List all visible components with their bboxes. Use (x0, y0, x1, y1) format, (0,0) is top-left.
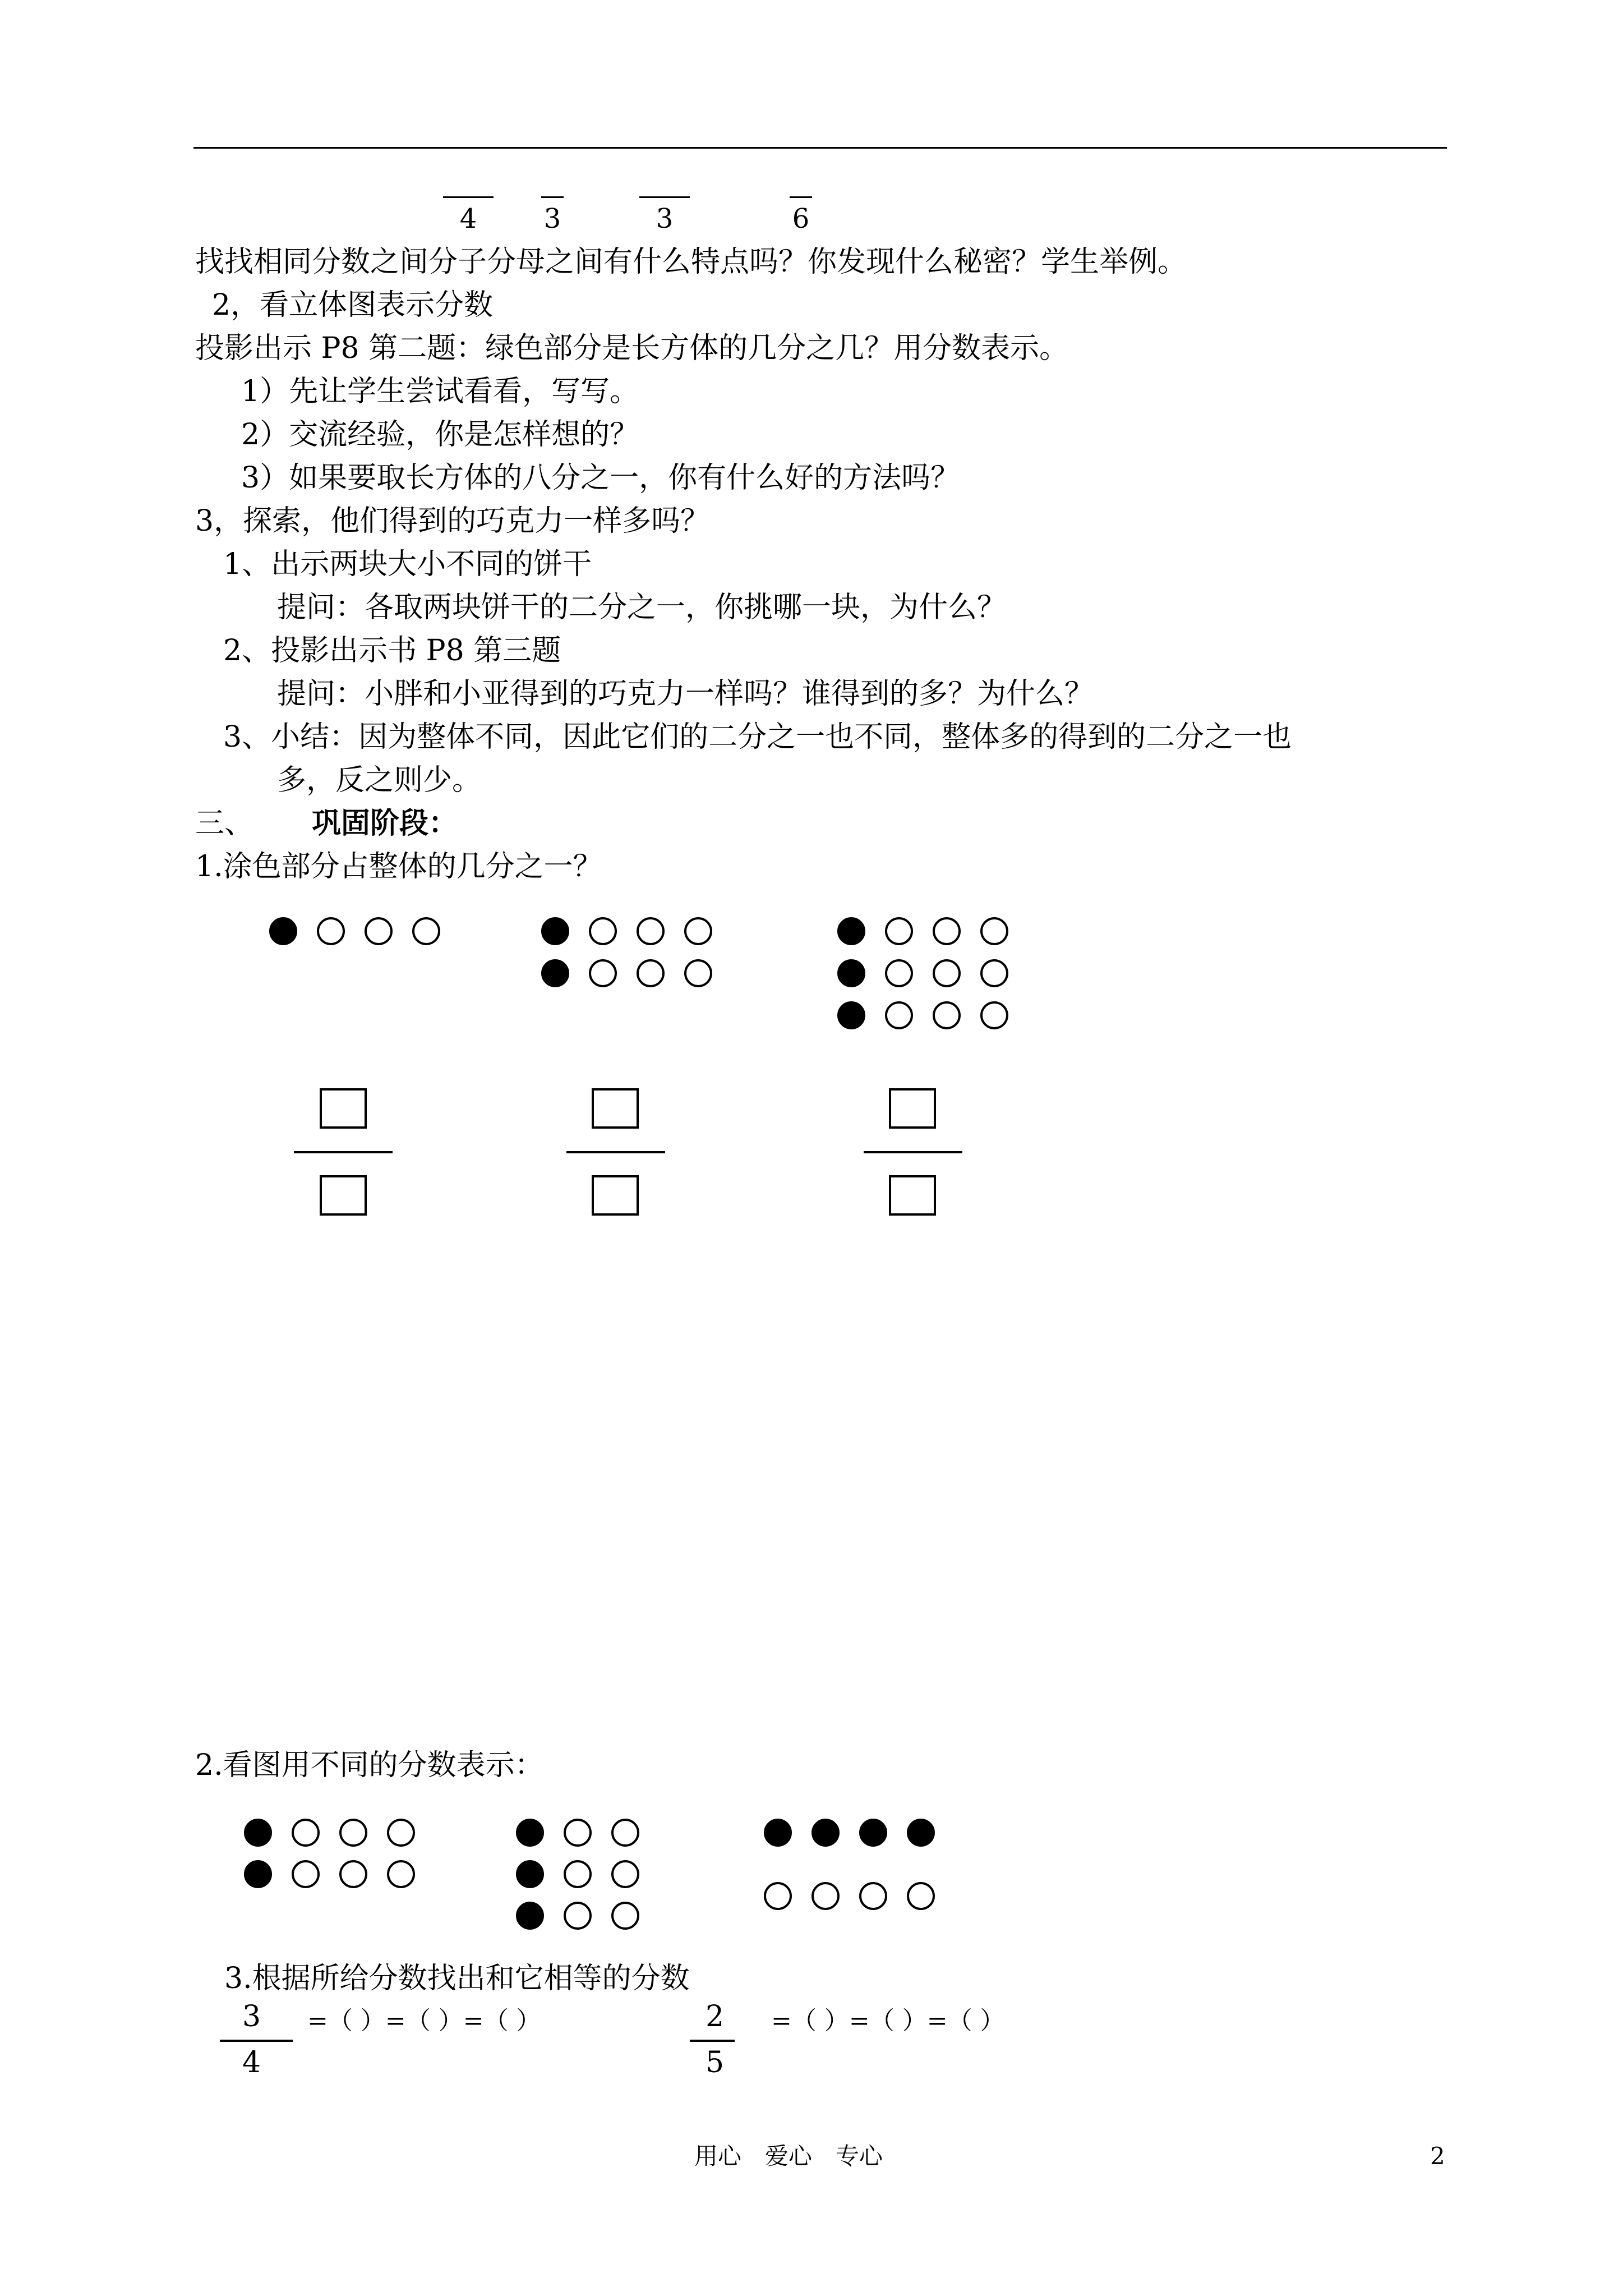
empty-circle (589, 959, 617, 987)
filled-circle (907, 1819, 935, 1847)
paragraph-line: 提问：小胖和小亚得到的巧克力一样吗？谁得到的多？为什么？ (277, 677, 1094, 711)
empty-circle (339, 1819, 367, 1847)
filled-circle (837, 1001, 865, 1029)
equation-blanks[interactable]: =（ ）=（ ）=（ ） (307, 2007, 541, 2035)
question-2: 2.看图用不同的分数表示： (195, 1749, 544, 1782)
filled-circle (516, 1860, 544, 1888)
equation-blanks[interactable]: =（ ）=（ ）=（ ） (771, 2007, 1005, 2035)
paragraph-line: 找找相同分数之间分子分母之间有什么特点吗？你发现什么秘密？学生举例。 (195, 245, 1187, 279)
fraction-denominator: 3 (656, 203, 674, 234)
denominator-box[interactable] (889, 1175, 936, 1216)
fraction-bar (639, 196, 690, 198)
header-rule (193, 147, 1447, 149)
paragraph-line: 2）交流经验，你是怎样想的？ (241, 418, 639, 452)
empty-circle (611, 1819, 639, 1847)
empty-circle (980, 1001, 1008, 1029)
fraction-bar (790, 196, 812, 198)
fraction-bar (690, 2040, 735, 2042)
fraction-bar (541, 196, 564, 198)
fraction-bar (864, 1151, 962, 1153)
empty-circle (933, 959, 961, 987)
empty-circle (589, 917, 617, 945)
empty-circle (564, 1819, 592, 1847)
filled-circle (244, 1860, 272, 1888)
empty-circle (292, 1819, 320, 1847)
filled-circle (244, 1819, 272, 1847)
filled-circle (541, 959, 569, 987)
filled-circle (837, 917, 865, 945)
fraction-numerator: 3 (242, 2000, 261, 2033)
fraction-bar (294, 1151, 393, 1153)
empty-circle (684, 917, 712, 945)
filled-circle (541, 917, 569, 945)
empty-circle (637, 917, 665, 945)
empty-circle (387, 1860, 415, 1888)
paragraph-line: 3）如果要取长方体的八分之一，你有什么好的方法吗？ (241, 461, 960, 495)
empty-circle (387, 1819, 415, 1847)
filled-circle (859, 1819, 887, 1847)
denominator-box[interactable] (320, 1175, 367, 1216)
paragraph-line: 2、投影出示书 P8 第三题 (223, 634, 561, 668)
footer-motto: 用心 爱心 专心 (694, 2142, 883, 2170)
paragraph-line: 2，看立体图表示分数 (212, 288, 494, 322)
empty-circle (611, 1902, 639, 1930)
filled-circle (837, 959, 865, 987)
filled-circle (269, 917, 297, 945)
empty-circle (885, 959, 913, 987)
fraction-denominator: 5 (706, 2046, 725, 2079)
empty-circle (684, 959, 712, 987)
fraction-numerator: 2 (706, 2000, 725, 2033)
paragraph-line: 1、出示两块大小不同的饼干 (223, 547, 592, 581)
fraction-denominator: 4 (459, 203, 477, 234)
filled-circle (516, 1902, 544, 1930)
empty-circle (933, 1001, 961, 1029)
empty-circle (637, 959, 665, 987)
empty-circle (980, 959, 1008, 987)
filled-circle (811, 1819, 840, 1847)
filled-circle (764, 1819, 792, 1847)
empty-circle (885, 1001, 913, 1029)
paragraph-line: 3，探索，他们得到的巧克力一样多吗？ (195, 504, 710, 538)
numerator-box[interactable] (889, 1088, 936, 1129)
numerator-box[interactable] (320, 1088, 367, 1129)
empty-circle (317, 917, 345, 945)
section-number: 三、 (195, 807, 254, 840)
fraction-denominator: 6 (792, 203, 810, 234)
fraction-bar (220, 2040, 293, 2042)
empty-circle (811, 1882, 840, 1910)
empty-circle (933, 917, 961, 945)
denominator-box[interactable] (592, 1175, 639, 1216)
paragraph-line: 投影出示 P8 第二题：绿色部分是长方体的几分之几？用分数表示。 (195, 332, 1069, 365)
page-number: 2 (1430, 2142, 1445, 2170)
empty-circle (764, 1882, 792, 1910)
empty-circle (339, 1860, 367, 1888)
section-title: 巩固阶段： (312, 806, 458, 840)
paragraph-line: 1）先让学生尝试看看，写写。 (241, 375, 639, 408)
paragraph-line: 提问：各取两块饼干的二分之一，你挑哪一块，为什么？ (277, 591, 1007, 624)
fraction-bar (566, 1151, 665, 1153)
empty-circle (885, 917, 913, 945)
fraction-denominator: 3 (543, 203, 561, 234)
paragraph-line: 3、小结：因为整体不同，因此它们的二分之一也不同，整体多的得到的二分之一也 (223, 720, 1292, 754)
empty-circle (564, 1860, 592, 1888)
paragraph-line: 多，反之则少。 (277, 763, 482, 797)
empty-circle (611, 1860, 639, 1888)
question-1: 1.涂色部分占整体的几分之一？ (195, 850, 602, 884)
empty-circle (859, 1882, 887, 1910)
question-3: 3.根据所给分数找出和它相等的分数 (224, 1962, 690, 1995)
empty-circle (564, 1902, 592, 1930)
filled-circle (516, 1819, 544, 1847)
empty-circle (365, 917, 393, 945)
empty-circle (980, 917, 1008, 945)
fraction-bar (443, 196, 494, 198)
numerator-box[interactable] (592, 1088, 639, 1129)
fraction-denominator: 4 (242, 2046, 261, 2079)
empty-circle (412, 917, 440, 945)
empty-circle (292, 1860, 320, 1888)
empty-circle (907, 1882, 935, 1910)
